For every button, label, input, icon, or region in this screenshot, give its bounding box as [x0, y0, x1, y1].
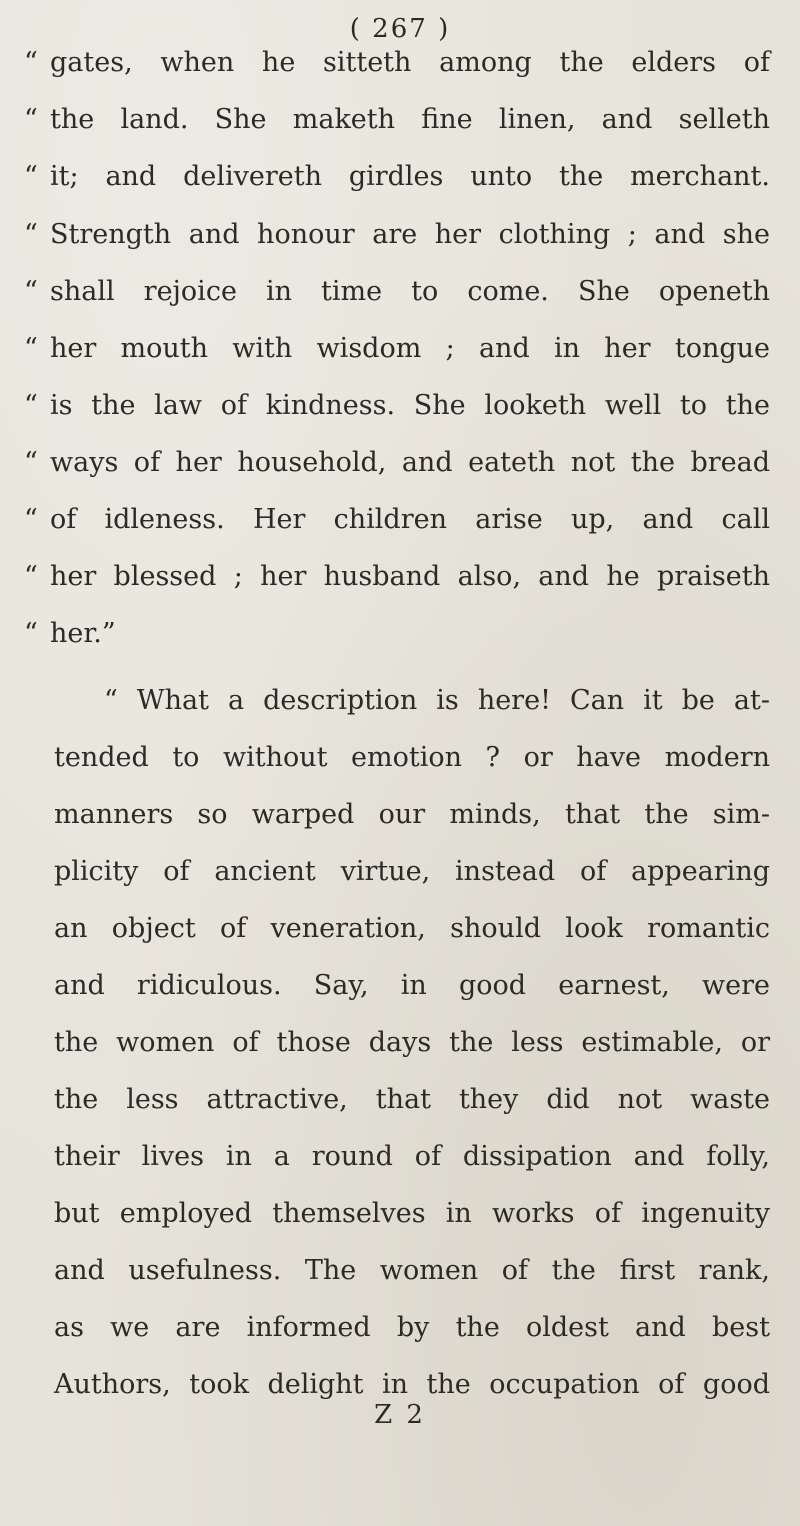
signature-mark: Z 2 — [374, 1400, 426, 1430]
quote-line: “ Strength and honour are her clothing ; and she — [24, 219, 770, 250]
quote-line: “ gates, when he sitteth among the elders of — [24, 47, 770, 78]
quote-mark: “ — [24, 104, 38, 135]
paragraph-line: the women of those days the less estimable, or — [54, 1027, 770, 1058]
quote-mark: “ — [24, 447, 38, 478]
quote-line: “ her mouth with wisdom ; and in her tongue — [24, 333, 770, 364]
paragraph-line: tended to without emotion ? or have modern — [54, 742, 770, 773]
paragraph-line: but employed themselves in works of ingenuity — [54, 1198, 770, 1229]
quote-mark: “ — [24, 504, 38, 535]
paragraph-line: “ What a description is here! Can it be at- — [104, 685, 770, 716]
quote-mark: “ — [24, 276, 38, 307]
quote-line: “ of idleness. Her children arise up, and call — [24, 504, 770, 535]
paragraph-line: plicity of ancient virtue, instead of appearing — [54, 856, 770, 887]
quote-line: “ ways of her household, and eateth not the bread — [24, 447, 770, 478]
paragraph-line: as we are informed by the oldest and best — [54, 1312, 770, 1343]
paragraph-line: the less attractive, that they did not waste — [54, 1084, 770, 1115]
paragraph-line: and ridiculous. Say, in good earnest, were — [54, 970, 770, 1001]
quote-mark: “ — [24, 561, 38, 592]
quote-line: “ the land. She maketh fine linen, and selleth — [24, 104, 770, 135]
quote-mark: “ — [24, 618, 38, 649]
quote-line: “ is the law of kindness. She looketh well to the — [24, 390, 770, 421]
quote-mark: “ — [24, 390, 38, 421]
quote-line: “ her blessed ; her husband also, and he praiseth — [24, 561, 770, 592]
paragraph-line: and usefulness. The women of the first rank, — [54, 1255, 770, 1286]
quote-mark: “ — [24, 219, 38, 250]
quote-line: “ it; and delivereth girdles unto the merchant. — [24, 161, 770, 192]
paragraph-line: Authors, took delight in the occupation of good — [54, 1369, 770, 1400]
paragraph-line: manners so warped our minds, that the sim- — [54, 799, 770, 830]
paragraph-line: an object of veneration, should look romantic — [54, 913, 770, 944]
quote-mark: “ — [24, 47, 38, 78]
page-number: ( 267 ) — [349, 14, 451, 44]
quote-line: “ her.” — [24, 618, 116, 649]
quote-line: “ shall rejoice in time to come. She openeth — [24, 276, 770, 307]
quote-mark: “ — [24, 161, 38, 192]
quote-mark: “ — [24, 333, 38, 364]
paragraph-line: their lives in a round of dissipation and folly, — [54, 1141, 770, 1172]
